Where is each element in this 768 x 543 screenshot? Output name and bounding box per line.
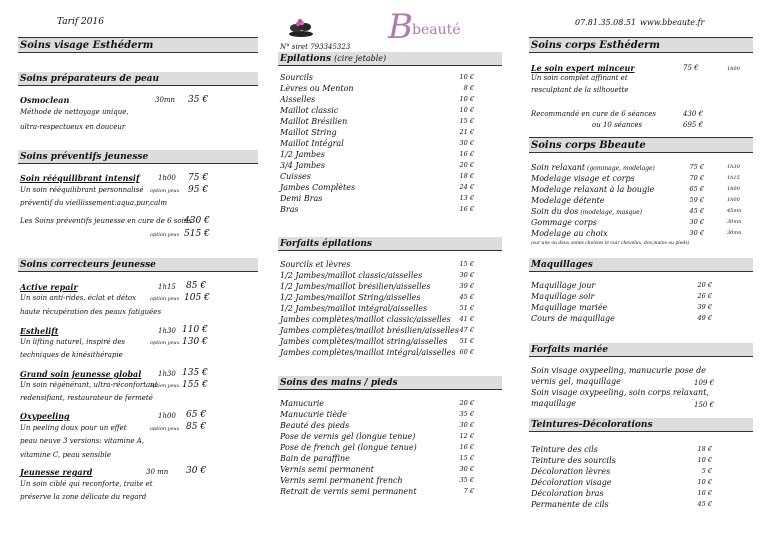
service-name: Bain de paraffine	[280, 454, 350, 463]
soins-visage-title: Soins visage Esthéderm	[18, 37, 258, 53]
regard-price: 30 €	[186, 466, 207, 476]
grand-duration: 1h30	[158, 370, 176, 378]
service-price: 35 €	[459, 410, 474, 418]
service-name: Modelage au choix	[531, 229, 608, 238]
service-price: 60 €	[459, 348, 474, 356]
service-price: 7 €	[463, 487, 474, 495]
service-price: 15 €	[459, 260, 474, 268]
service-price: 51 €	[459, 337, 474, 345]
cure-price1: 430 €	[184, 216, 210, 226]
reequil-option: option yeux	[150, 188, 180, 194]
grand-desc2: redensifiant, restaurateur de fermeté	[20, 394, 153, 402]
service-duration: 1h15	[727, 175, 740, 181]
bbeaute-title: Soins corps Bbeaute	[529, 137, 753, 153]
service-price: 10 €	[459, 106, 474, 114]
service-name: Maquillage mariée	[531, 303, 608, 312]
service-price: 10 €	[697, 456, 712, 464]
corr-header: Soins correcteurs jeunesse	[18, 258, 258, 272]
logo-letter: B	[388, 7, 413, 47]
service-price: 20 €	[697, 281, 712, 289]
grand-price2: 155 €	[182, 380, 208, 390]
active-option: option yeux	[150, 296, 180, 302]
service-name: Cuisses	[280, 172, 311, 181]
mains-prices	[450, 398, 474, 497]
service-name: Soin relaxant (gommage, modelage)	[531, 163, 655, 172]
service-price: 20 €	[459, 399, 474, 407]
service-name: Vernis semi permanent french	[280, 476, 403, 485]
mariee-header: Forfaits mariée	[529, 343, 753, 357]
service-name: 1/2 Jambes/maillot brésilien/aisselles	[280, 282, 431, 291]
service-duration: 45mn	[727, 208, 742, 214]
service-duration: 30mn	[727, 230, 742, 236]
oxy-desc1: Un peeling doux pour un effet	[20, 424, 127, 432]
service-duration: 30mn	[727, 219, 742, 225]
oxy-price1: 65 €	[186, 410, 207, 420]
osmoclean-duration: 30mn	[155, 96, 176, 104]
service-price: 10 €	[459, 95, 474, 103]
service-price: 8 €	[463, 84, 474, 92]
service-price: 5 €	[701, 467, 712, 475]
service-price: 65 €	[689, 185, 704, 193]
esthelift-price2: 130 €	[182, 337, 208, 347]
service-name: Jambes Complètes	[280, 183, 356, 192]
service-price: 70 €	[689, 174, 704, 182]
reequil-price2: 95 €	[188, 185, 209, 195]
service-name: Décoloration lèvres	[531, 467, 611, 476]
cure10-price: 695 €	[683, 121, 704, 129]
active-desc1: Un soin anti-rides, éclat et détox	[20, 294, 137, 302]
grand-option: option yeux	[150, 383, 180, 389]
active-price1: 85 €	[186, 281, 207, 291]
service-name: Gommage corps	[531, 218, 597, 227]
regard-duration: 30 mn	[146, 468, 169, 476]
service-name: Modelage relaxant à la bougie	[531, 185, 655, 194]
service-duration: 1h30	[727, 164, 740, 170]
active-price2: 105 €	[184, 293, 210, 303]
prev-header: Soins préventifs jeunesse	[18, 150, 258, 164]
service-price: 24 €	[459, 183, 474, 191]
service-note: (modelage, masque)	[578, 209, 643, 216]
cure6-text: Recommandé en cure de 6 séances	[531, 110, 656, 118]
osmoclean-desc2: ultra-respectueux en douceur	[20, 123, 126, 131]
mariee1-l2: vernis gel, maquillage	[531, 377, 621, 386]
service-price: 30 €	[459, 421, 474, 429]
regard-name: Jeunesse regard	[20, 467, 93, 477]
expert-desc2: resculptant de la silhouette	[531, 86, 629, 94]
service-name: 1/2 Jambes/maillot intégral/aisselles	[280, 304, 428, 313]
service-duration: 1h00	[727, 186, 740, 192]
regard-desc2: préserve la zone délicate du regard	[20, 493, 147, 501]
service-name: Lèvres ou Menton	[280, 84, 354, 93]
service-name: Teinture des cils	[531, 445, 598, 454]
service-name: Modelage détente	[531, 196, 605, 205]
service-name: Jambes complètes/maillot intégral/aisselles	[280, 348, 456, 357]
reequil-price1: 75 €	[188, 173, 209, 183]
maq-header: Maquillages	[529, 258, 753, 272]
service-price: 30 €	[459, 465, 474, 473]
service-name: Maquillage jour	[531, 281, 596, 290]
service-price: 20 €	[459, 161, 474, 169]
active-desc2: haute récupération des peaux fatiguées	[20, 308, 162, 316]
oxy-option: option yeux	[150, 426, 180, 432]
esthelift-name: Esthelift	[20, 326, 59, 336]
service-name: Jambes complètes/maillot string/aisselles	[280, 337, 448, 346]
service-price: 12 €	[459, 432, 474, 440]
service-name: 1/2 Jambes/maillot String/aisselles	[280, 293, 421, 302]
mains-list	[280, 398, 417, 497]
service-name: Décoloration bras	[531, 489, 604, 498]
bbeaute-list	[531, 162, 655, 239]
regard-desc1: Un soin ciblé qui reconforte, traite et	[20, 480, 153, 488]
service-name: Maillot String	[280, 128, 337, 137]
esthelift-option: option yeux	[150, 340, 180, 346]
bbeaute-footnote: (sur une ou deux zones choisies le cuir chevelux, dos,mains ou pieds)	[531, 241, 690, 246]
service-price: 18 €	[459, 172, 474, 180]
cure-price2: 515 €	[184, 229, 210, 239]
service-price: 15 €	[459, 117, 474, 125]
service-name: 1/2 Jambes	[280, 150, 325, 159]
service-price: 26 €	[697, 292, 712, 300]
service-name: Aisselles	[280, 95, 316, 104]
grand-price1: 135 €	[182, 368, 208, 378]
service-name: Teinture des sourcils	[531, 456, 616, 465]
oxy-name: Oxypeeling	[20, 411, 70, 421]
service-name: Maquillage soir	[531, 292, 595, 301]
epil-header	[278, 52, 502, 66]
esthelift-price1: 110 €	[182, 325, 208, 335]
service-price: 39 €	[697, 303, 712, 311]
service-name: Manucurie	[280, 399, 325, 408]
forfaits-prices	[450, 259, 474, 358]
mariee1-price: 109 €	[694, 379, 715, 387]
mariee2-price: 150 €	[694, 401, 715, 409]
service-price: 10 €	[697, 478, 712, 486]
service-price: 30 €	[689, 229, 704, 237]
teint-header: Teintures-Décolorations	[529, 418, 753, 432]
grand-desc1: Un soin régénérant, ultra-réconfortant	[20, 381, 158, 389]
reequil-name: Soin rééquilibrant intensif	[20, 173, 140, 183]
service-name: Modelage visage et corps	[531, 174, 635, 183]
osmoclean-desc1: Méthode de nettoyage unique,	[20, 108, 129, 116]
teintures-list	[531, 444, 616, 510]
service-price: 30 €	[459, 271, 474, 279]
service-price: 39 €	[459, 282, 474, 290]
reequil-desc1: Un soin rééquilibrant personnalisé	[20, 186, 144, 194]
epilations-prices	[450, 72, 474, 215]
service-name: Cours de maquillage	[531, 314, 615, 323]
reequil-duration: 1h00	[158, 174, 176, 182]
service-name: Vernis semi permanent	[280, 465, 374, 474]
prep-header: Soins préparateurs de peau	[18, 72, 258, 86]
esthelift-desc2: techniques de kinésithérapie	[20, 351, 123, 359]
service-price: 16 €	[697, 489, 712, 497]
teintures-prices	[692, 444, 712, 510]
oxy-price2: 85 €	[186, 422, 207, 432]
service-name: 3/4 Jambes	[280, 161, 325, 170]
bbeaute-prices	[682, 162, 704, 239]
cure-text: Les Soins préventifs jeunesse en cure de 6 soins	[20, 217, 192, 225]
tarif-year: Tarif 2016	[57, 17, 104, 27]
service-price: 30 €	[689, 218, 704, 226]
stones-logo-icon	[288, 18, 314, 38]
service-price: 59 €	[689, 196, 704, 204]
maquillages-list	[531, 280, 615, 324]
service-price: 51 €	[459, 304, 474, 312]
logo-word: beauté	[412, 22, 461, 38]
active-duration: 1h15	[158, 283, 176, 291]
service-price: 30 €	[459, 139, 474, 147]
service-price: 45 €	[697, 500, 712, 508]
service-name: Beauté des pieds	[280, 421, 350, 430]
forfaits-header: Forfaits épilations	[278, 237, 502, 251]
mains-header: Soins des mains / pieds	[278, 376, 502, 390]
reequil-desc2: préventif du vieillissement:aqua,pur,calm	[20, 199, 168, 207]
oxy-duration: 1h00	[158, 412, 176, 420]
active-name: Active repair	[20, 282, 78, 292]
esthelift-desc1: Un lifting naturel, inspiré des	[20, 338, 126, 346]
service-price: 75 €	[689, 163, 704, 171]
epil-header-label: Epilations	[280, 54, 332, 64]
service-price: 49 €	[697, 314, 712, 322]
service-name: Retrait de vernis semi permanent	[280, 487, 417, 496]
corps-title: Soins corps Esthéderm	[529, 37, 753, 53]
service-price: 16 €	[459, 150, 474, 158]
service-name: Décoloration visage	[531, 478, 612, 487]
expert-name: Le soin expert minceur	[531, 63, 635, 73]
cure6-price: 430 €	[683, 110, 704, 118]
service-price: 45 €	[459, 293, 474, 301]
service-name: Jambes complètes/maillot classic/aisselles	[280, 315, 451, 324]
forfaits-list	[280, 259, 459, 358]
mariee2-l2: maquillage	[531, 399, 576, 408]
bbeaute-durations	[727, 162, 741, 239]
siret: N° siret 793345323	[280, 43, 351, 51]
maquillages-prices	[692, 280, 712, 324]
expert-duration: 1h00	[727, 66, 740, 72]
service-name: Sourcils et lèvres	[280, 260, 351, 269]
mariee2-l1: Soin visage oxypeeling, soin corps relaxant,	[531, 388, 709, 397]
service-price: 16 €	[459, 443, 474, 451]
service-name: Soin du dos (modelage, masque)	[531, 207, 643, 216]
grand-name: Grand soin jeunesse global	[20, 369, 142, 379]
service-name: Pose de french gel (longue tenue)	[280, 443, 417, 452]
osmoclean-price: 35 €	[188, 95, 209, 105]
website: www.bbeaute.fr	[640, 18, 705, 27]
service-name: Maillot Brésilien	[280, 117, 348, 126]
mariee1-l1: Soin visage oxypeeling, manucurie pose de	[531, 366, 706, 375]
service-name: Pose de vernis gel (longue tenue)	[280, 432, 416, 441]
service-price: 15 €	[459, 454, 474, 462]
service-name: Maillot Intégral	[280, 139, 344, 148]
service-price: 16 €	[459, 205, 474, 213]
service-price: 18 €	[697, 445, 712, 453]
phone-number: 07.81.35.08.51	[575, 18, 637, 27]
esthelift-duration: 1h30	[158, 327, 176, 335]
service-duration: 1h00	[727, 197, 740, 203]
service-name: 1/2 Jambes/maillot classic/aisselles	[280, 271, 423, 280]
expert-desc1: Un soin complet affinant et	[531, 74, 628, 82]
epil-header-sub: (cire jetable)	[334, 54, 387, 63]
epilations-list	[280, 72, 355, 215]
cure-option: option yeux	[150, 232, 180, 238]
oxy-desc2: peau neuve 3 versions: vitamine A,	[20, 437, 145, 445]
service-price: 10 €	[459, 73, 474, 81]
service-name: Bras	[280, 205, 299, 214]
service-name: Demi Bras	[280, 194, 323, 203]
service-price: 35 €	[459, 476, 474, 484]
service-name: Sourcils	[280, 73, 313, 82]
service-note: (gommage, modelage)	[585, 165, 655, 172]
cure10-text: ou 10 séances	[592, 121, 643, 129]
expert-price: 75 €	[683, 64, 699, 72]
osmoclean-name: Osmoclean	[20, 95, 70, 105]
service-price: 21 €	[459, 128, 474, 136]
service-price: 41 €	[459, 315, 474, 323]
service-price: 45 €	[689, 207, 704, 215]
oxy-desc3: vitamine C, peau sensible	[20, 451, 111, 459]
service-price: 47 €	[459, 326, 474, 334]
service-price: 13 €	[459, 194, 474, 202]
service-name: Manucurie tiède	[280, 410, 347, 419]
service-name: Permanente de cils	[531, 500, 609, 509]
service-name: Jambes complètes/maillot brésilien/aisselles	[280, 326, 459, 335]
service-name: Maillot classic	[280, 106, 339, 115]
